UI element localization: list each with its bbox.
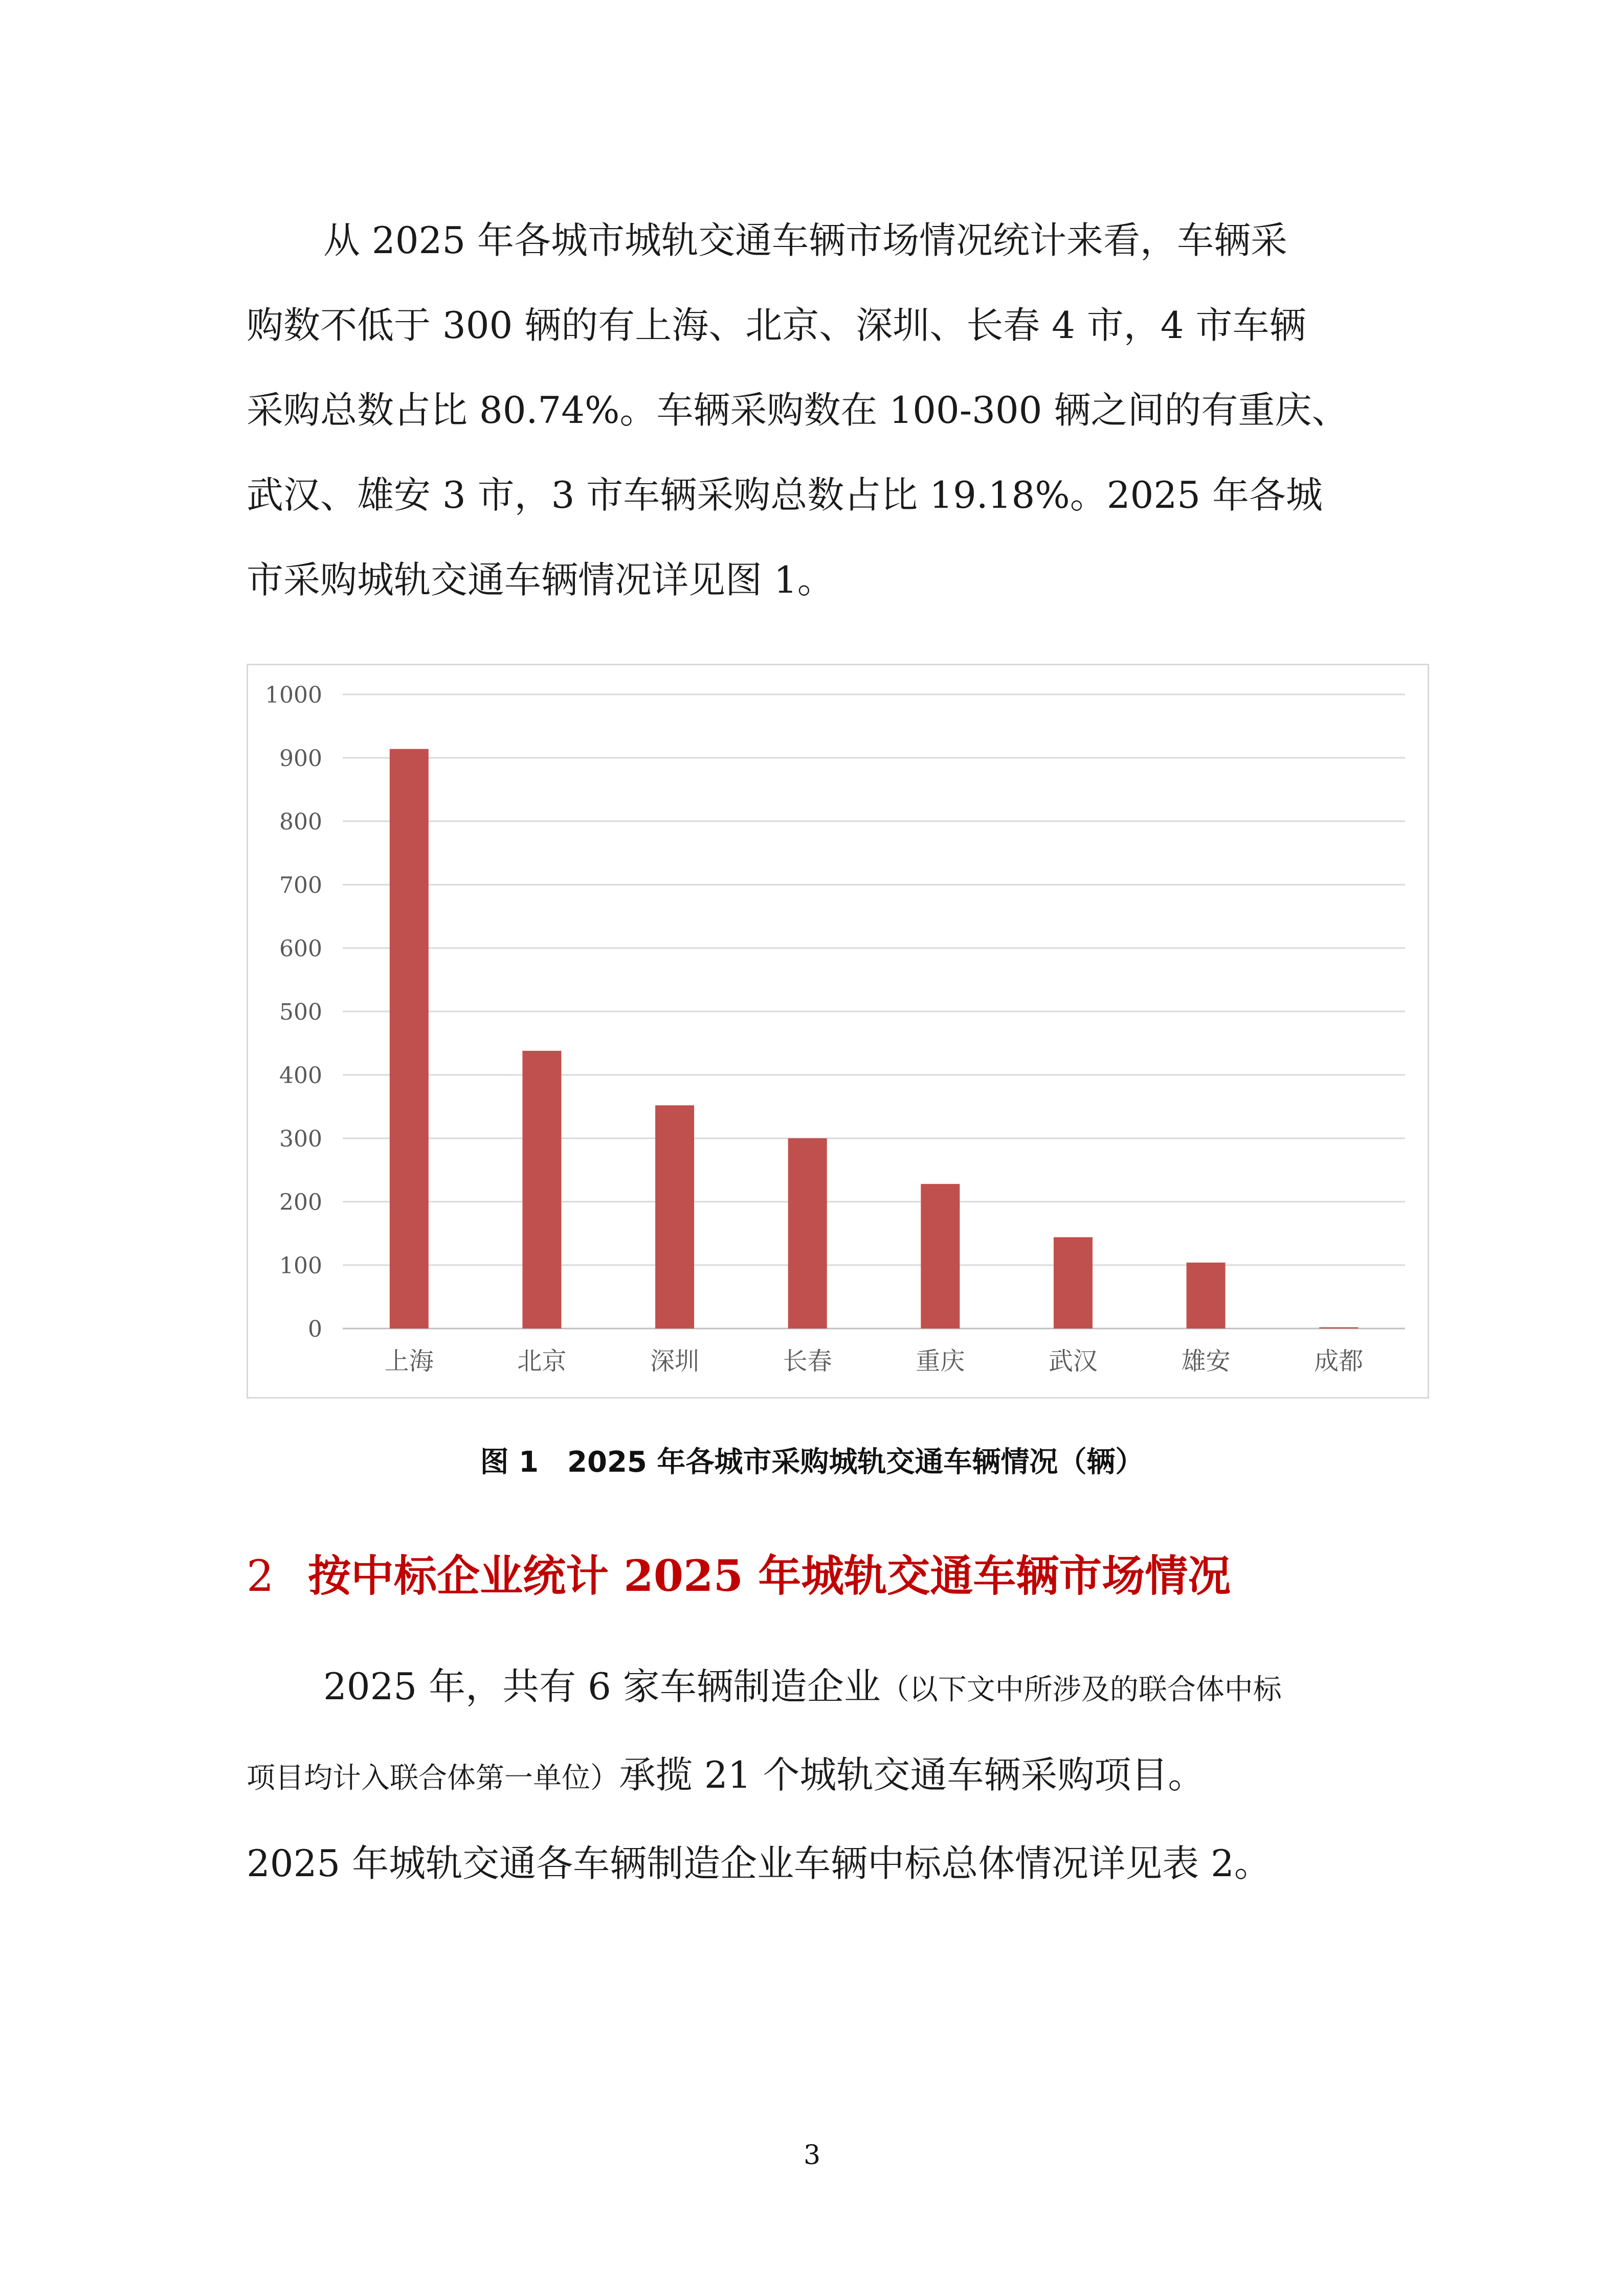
- body-paragraph: [247, 1644, 1382, 1906]
- figure-caption: 图 1 2025 年各城市采购城轨交通车辆情况（辆）: [480, 1446, 1144, 1479]
- paragraph-line: 市采购城轨交通车辆情况详见图 1。: [247, 558, 834, 601]
- y-tick-label: 100: [279, 1253, 322, 1279]
- y-tick-label: 0: [308, 1316, 322, 1342]
- section-heading: [247, 1542, 1231, 1604]
- paragraph-line: 购数不低于 300 辆的有上海、北京、深圳、长春 4 市，4 市车辆: [247, 304, 1306, 347]
- bar: [1319, 1327, 1358, 1329]
- section-title: 按中标企业统计 2025 年城轨交通车辆市场情况: [308, 1550, 1231, 1601]
- bar-chart: [248, 665, 1431, 1400]
- bar: [788, 1138, 827, 1329]
- y-tick-label: 600: [279, 936, 322, 962]
- bar: [1187, 1263, 1226, 1329]
- x-tick-label: 武汉: [1048, 1347, 1098, 1376]
- paragraph-text: 承揽 21 个城轨交通车辆采购项目。: [619, 1753, 1205, 1796]
- x-tick-label: 长春: [783, 1347, 832, 1376]
- paragraph-line: [247, 1732, 1382, 1821]
- paragraph-line: [247, 1644, 1382, 1732]
- y-tick-label: 400: [279, 1063, 322, 1089]
- y-tick-label: 900: [279, 746, 322, 772]
- x-tick-label: 深圳: [650, 1347, 700, 1376]
- y-tick-label: 200: [279, 1189, 322, 1215]
- x-tick-label: 雄安: [1181, 1347, 1231, 1376]
- page-number: 3: [803, 2140, 821, 2171]
- y-tick-label: 300: [279, 1126, 322, 1152]
- paragraph-line: 采购总数占比 80.74%。车辆采购数在 100-300 辆之间的有重庆、: [247, 389, 1349, 432]
- paragraph-text: 2025 年，共有 6 家车辆制造企业: [323, 1665, 881, 1708]
- paragraph-line: 2025 年城轨交通各车辆制造企业车辆中标总体情况详见表 2。: [247, 1842, 1271, 1885]
- paragraph-note: （以下文中所涉及的联合体中标: [880, 1673, 1282, 1706]
- intro-paragraph: [247, 198, 1382, 622]
- y-tick-label: 800: [279, 809, 322, 835]
- section-number: 2: [247, 1551, 274, 1601]
- paragraph-line: 武汉、雄安 3 市，3 市车辆采购总数占比 19.18%。2025 年各城: [247, 474, 1323, 516]
- x-tick-label: 成都: [1314, 1347, 1364, 1376]
- paragraph-note: 项目均计入联合体第一单位）: [247, 1762, 619, 1795]
- x-tick-label: 上海: [384, 1347, 434, 1376]
- x-tick-label: 北京: [517, 1347, 567, 1376]
- bar: [921, 1184, 960, 1329]
- paragraph-line: 从 2025 年各城市城轨交通车辆市场情况统计来看，车辆采: [323, 219, 1288, 262]
- y-tick-label: 700: [279, 872, 322, 898]
- y-tick-label: 500: [279, 999, 322, 1025]
- bar: [655, 1106, 694, 1329]
- bar: [390, 749, 429, 1329]
- bar: [522, 1051, 561, 1329]
- bar-chart-frame: [247, 664, 1429, 1399]
- bar: [1054, 1237, 1093, 1329]
- y-tick-label: 1000: [265, 682, 322, 708]
- x-tick-label: 重庆: [916, 1347, 965, 1376]
